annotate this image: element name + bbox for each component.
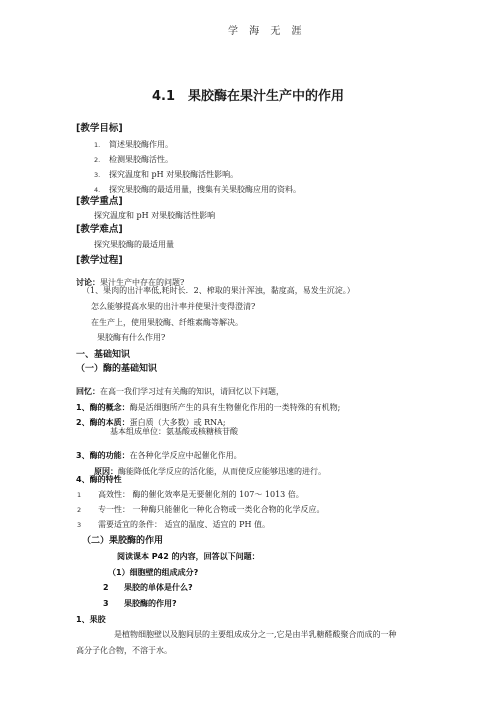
objective-item: 探究温度和 pH 对果胶酶活性影响。: [109, 170, 239, 179]
discussion-label: 讨论：: [76, 278, 100, 287]
objective-item: 简述果胶酶作用。: [109, 140, 173, 149]
nature-label: 2、酶的本质：: [76, 418, 130, 427]
difficulty-heading: [教学难点]: [76, 224, 123, 235]
objective-item: 检测果胶酶活性。: [109, 155, 173, 164]
question-num: 3: [103, 599, 109, 608]
objective-num: 4.: [94, 186, 101, 194]
reason-line: [94, 461, 326, 477]
pectin-heading: 1、果胶: [76, 615, 106, 624]
concept-text: 酶是活细胞所产生的具有生物催化作用的一类特殊的有机物;: [129, 403, 341, 412]
process-line: 果胶酶有什么作用?: [97, 333, 166, 342]
trait-item: 高效性： 酶的催化效率是无要催化剂的 107～ 1013 倍。: [98, 490, 304, 499]
process-line: 在生产上，使用果胶酶、纤维素酶等解决。: [91, 318, 243, 327]
trait-item: 专一性： 一种酶只能催化一种化合物或一类化合物的化学反应。: [98, 505, 325, 514]
section-heading: 一、基础知识: [76, 350, 131, 360]
nature-text: 蛋白质（大多数）或 RNA;: [129, 418, 226, 427]
key-point-text: 探究温度和 pH 对果胶酶活性影响: [94, 211, 216, 220]
reason-text: 酶能降低化学反应的活化能，从而使反应能够迅速的进行。: [118, 467, 326, 476]
process-line: 怎么能够提高水果的出汁率并使果汁变得澄清?: [91, 302, 256, 311]
page-title: 4.1 果胶酶在果汁生产中的作用: [152, 89, 345, 104]
pectin-text: 是植物细胞壁以及胞间层的主要组成成分之一,它是由半乳糖醛酸聚合而成的一种: [114, 630, 397, 639]
question-3: 果胶酶的作用?: [124, 599, 177, 608]
question-1: （1）细胞壁的组成成分?: [108, 568, 199, 577]
recall-text: 在高一我们学习过有关酶的知识，请回忆以下问题，: [100, 387, 284, 396]
objectives-heading: [教学目标]: [76, 123, 123, 134]
subsection-heading: （一）酶的基础知识: [76, 364, 158, 374]
pectin-text: 高分子化合物，不溶于水。: [76, 646, 172, 655]
reason-label: 原因：: [94, 467, 118, 476]
key-point-heading: [教学重点]: [76, 196, 123, 207]
unit-text: 基本组成单位：氨基酸或核糖核苷酸: [110, 427, 238, 436]
discussion-text: 果汁生产中存在的问题?: [100, 278, 185, 287]
function-text: 在各种化学反应中起催化作用。: [129, 451, 242, 460]
subsection-heading: （二）果胶酶的作用: [82, 536, 164, 546]
trait-num: 1: [77, 491, 82, 499]
nature-line: [76, 412, 226, 428]
process-line: （1、果肉的出汁率低,耗时长．2、榨取的果汁浑浊，黏度高，易发生沉淀。）: [82, 286, 355, 295]
objective-num: 2.: [94, 156, 101, 164]
trait-num: 2: [77, 506, 82, 514]
traits-heading: 4、酶的特性: [76, 475, 122, 484]
page-header: 学 海 无 涯: [228, 26, 306, 37]
recall-line: [76, 381, 284, 397]
function-line: [76, 445, 242, 461]
reading-task: 阅读课本 P42 的内容，回答以下问题：: [117, 552, 260, 561]
process-heading: [教学过程]: [76, 255, 123, 266]
concept-line: [76, 397, 340, 413]
difficulty-text: 探究果胶酶的最适用量: [94, 240, 174, 249]
concept-label: 1、酶的概念：: [76, 403, 130, 412]
objective-item: 探究果胶酶的最适用量，搜集有关果胶酶应用的资料。: [109, 185, 301, 194]
objective-num: 1.: [94, 141, 101, 149]
question-2: 果胶的单体是什么?: [124, 583, 193, 592]
recall-label: 回忆：: [76, 387, 100, 396]
question-num: 2: [103, 583, 109, 592]
trait-item: 需要适宜的条件： 适宜的温度、适宜的 PH 值。: [98, 520, 270, 529]
objective-num: 3.: [94, 171, 101, 179]
trait-num: 3: [77, 521, 82, 529]
function-label: 3、酶的功能：: [76, 451, 130, 460]
